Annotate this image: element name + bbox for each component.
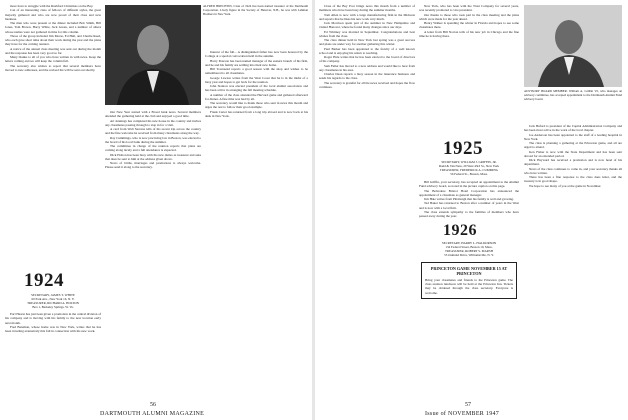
princeton-box-title: PRINCETON GAME NOVEMBER 15 AT PRINCETON (430, 266, 508, 276)
class-1924-officers (5, 293, 101, 309)
left-column-2: Our New Year started with a Broad bank news. Several members attended the gathering held at the club and enjoyed a good time. Art Jennings has completed his new house in the country and invites any classmates passing through to stop in for a visit. A card from Walt Stevens tells of his recent trip across the country and the fine welcome he received from many classmates along the way. Ray Cummings, who is now practicing law in Boston, was elected to the board of his local bank during the summer. The committee in charge of the reunion reports that plans are coming along nicely and a full attendance is expected. Dick Holton has been busy with his new duties as treasurer and asks that dues be sent to him at the address given above. News of births, marriages and promotions is always welcome. Please send it along to the secretary. (105, 110, 201, 170)
class-1925-treasurer-address: 56 Federal St., Boston, Mass. (450, 172, 488, 177)
portrait-figure (105, 5, 201, 105)
class-1926-secretary: SECRETARY, HARRY L. HALDORSON (441, 241, 497, 245)
advisory-board-photo (524, 5, 622, 87)
class-1926-heading: 1926 (443, 222, 477, 239)
class-1926-officers (419, 241, 519, 257)
portrait-photo-1924 (105, 5, 201, 105)
class-1926-treasurer-address: 53 Oakland Drive, Williamsville, N. Y. (444, 253, 494, 258)
class-1924-secretary: SECRETARY, JAMES T. WHITE (31, 293, 75, 297)
class-1925-officers (419, 160, 519, 176)
class-1924-treasurer-address: Box 1, Berkeley Springs, W. Va. (32, 305, 74, 310)
princeton-game-box (421, 262, 517, 299)
left-page (0, 0, 313, 420)
left-column-1: more have to struggle with the Rushford Christmas on the Bay. Can of an interesting class of fellows of different styles, the great majority gathered and who are now proud of their class and new business. The men who were present at the dinner included Bob Smith, Bill Jones, Tom Brown, Harry White, Jack Green, and a number of others whose names were not gathered in time for this column. Those of the group included Jim Morse, Ed Hall, and Charlie Reed, who each gave short talks about their work during the year and the plans they have for the coming reunion. A notice of the annual class meeting was sent out during the month and the response has been very good so far. Many thanks to all of you who have written in with news. Keep the letters coming and we will keep the column full. The secretary also wishes to report that several members have moved to new addresses, and the revised list will be sent out shortly. (5, 4, 101, 72)
right-footer: Issue of NOVEMBER 1947 (425, 411, 500, 417)
right-column-1: Class of the Bay Post brings news this month from a number of members who have been busy during the summer months. Tom Allen is now with a large manufacturing firm in the Midwest and reports that he likes his new work very much. Jack Morrison spent part of the summer in New Hampshire and visited Hanover, where he found many changes since our days. Ed Whitney was married in September. Congratulations and best wishes from the class. The class dinner held in New York last spring was a great success and plans are under way for another gathering this winter. Paul Barker has been appointed to the faculty of a well known school and is enjoying his return to teaching. Roger Hale writes that he has been elected to the board of directors of his company. Sam Fuller has moved to a new address and would like to hear from any classmates in his area. Charles Dean reports a busy season in the insurance business and sends his regards to the class. The secretary is grateful for all the news received and hopes the flow continues. (319, 4, 415, 89)
left-footer: DARTMOUTH ALUMNI MAGAZINE (100, 411, 205, 417)
class-1924-address: 60 Park Ave., New York 16, N. Y. (31, 297, 75, 302)
right-column-3: Jack Buford is president of the Capital Administration Company and has been most active in the work of the local chapter. Joe Anderson has been appointed to the staff of a leading hospital in New York. The class is planning a gathering at the Princeton game, and all are urged to attend. Ken Fisher is now with the State Department and has been sent abroad for an extended period. Dick Hayward has received a promotion and is now head of his department. News of the class continues to come in, and your secretary thanks all who have written. There has been a fine response to the class dues letter, and the treasury is in good shape. We hope to see many of you at the game in November. (524, 124, 622, 188)
class-1926-treasurer: TREASURER, ROBERT S. MARSH (444, 249, 493, 254)
right-page-number: 57 (465, 402, 471, 408)
class-1925-secretary-address: Rand & Van Ness, 20 West 43rd St., New York (439, 164, 499, 169)
princeton-box-body: Bring your classmates and friends to the Princeton game. The class reunion luncheon will be held at the Princeton Inn. Tickets may be obtained through the class secretary. Everyone is welcome. (425, 278, 513, 295)
class-1925-secretary: SECRETARY, WILLIAM J. GRIFFIN, JR. (441, 160, 497, 164)
class-1925-treasurer: TREASURER, FREDERICK A. CUMMING (439, 168, 499, 173)
class-1926-secretary-address: 134 Federal Street, Boston 10, Mass. (445, 245, 493, 250)
right-column-2-lower: Bill Griffin, your secretary, has accepted an appointment to the Alumni Fund advisory board, as noted in the picture caption on this page. The Belvedere Bristol Hotel Corporation has announced the appointment of a classmate as general manager. Jim Hale writes from Pittsburgh that his family is well and growing. Ted Baker has returned to Boston after a number of years in the West and is now with a local firm. The class extends sympathy to the families of members who have passed away during the year. (419, 180, 519, 218)
right-page (315, 0, 628, 420)
left-page-number: 56 (150, 402, 156, 408)
right-column-2-upper: New York, who has been with the Trust Company for several years, was recently promoted to vice president. Our thanks to those who took part in the class meeting and the plans which were made for the year ahead. Henry Walker is spending the winter in Florida and hopes to see some classmates there. A letter from Bill Norton tells of his new job in Chicago and the fine time he is having there. (419, 4, 519, 38)
class-1925-heading: 1925 (443, 138, 483, 159)
left-column-1-lower: Earl Hearst has just been given a promotion in the central division of his company and is moving with his family to the new location early next month. Fred Bateman, whose home was in New York, writes that he has been traveling extensively this fall in connection with his new work. (5, 312, 101, 333)
advisory-board-caption: ADVISORY BOARD MEMBER: William A. Griffin '25, who manages an advisory committee, has accepted appointment to the Dartmouth Alumni Fund advisory board. (524, 90, 622, 101)
class-1924-treasurer: TREASURER, RICHARD A. HOLTON (27, 301, 79, 306)
photo-caption-1924: ALFRED BRECHTIN, Class of 1924 has been named treasurer of the Dartmouth Corporation. Lively figure in the Society of Hanover, N.H., he was with Lehman Brothers in New York. (203, 5, 308, 16)
left-column-3: Interest of the fall... A distinguished father has now been honored by the College at a special convocation held in the autumn. Harry Pearson has been named manager of the eastern branch of his firm, and he and his family are settling into their new home. Bill Townsend reports a good season with the shop and wishes to be remembered to all classmates. George Lawton writes from the West Coast that he is in the midst of a busy year and hopes to get back for the reunion. John Stanton was elected president of the local alumni association and has been active in arranging the fall meeting schedule. A number of the class attended the Harvard game and gathered afterward for dinner. A fine time was had by all. The secretary would like to thank those who sent in news this month and urges the rest to follow their good example. Frank Carter has returned from a long trip abroad and is now back at his desk in New York. (205, 50, 308, 118)
advisory-board-figure (524, 5, 622, 87)
class-1924-heading: 1924 (24, 270, 64, 291)
